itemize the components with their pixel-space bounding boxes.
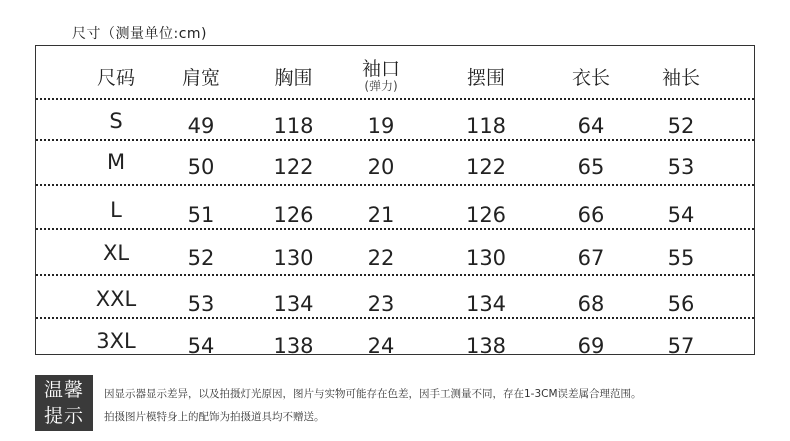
table-header-row [36, 50, 754, 102]
cell-hem: 118 [465, 113, 507, 138]
cell-shoulder: 50 [187, 154, 215, 179]
cell-hem: 138 [465, 333, 507, 358]
row-divider [36, 184, 754, 186]
cell-size: M [106, 149, 126, 174]
cell-size: L [110, 197, 122, 222]
cell-length: 65 [577, 154, 605, 179]
cell-length: 69 [577, 333, 605, 358]
header-cuff-note: (弹力) [364, 78, 398, 93]
table-row [36, 277, 754, 320]
table-row [36, 188, 754, 231]
cell-size: XXL [95, 286, 137, 311]
cell-chest: 134 [273, 291, 314, 316]
cell-size: 3XL [96, 328, 136, 353]
table-row [36, 140, 754, 183]
measurement-unit-title: 尺寸（测量单位:cm) [72, 26, 208, 42]
cell-cuff: 22 [367, 245, 395, 270]
cell-length: 68 [577, 291, 605, 316]
notice-badge-line2: 提示 [43, 405, 84, 427]
notice-badge [35, 375, 93, 431]
notice-badge-line1: 温馨 [43, 379, 84, 401]
cell-size: XL [102, 240, 130, 265]
cell-chest: 118 [273, 113, 314, 138]
cell-chest: 138 [273, 333, 314, 358]
cell-size: S [109, 108, 123, 133]
cell-length: 66 [577, 202, 605, 227]
header-cuff [341, 50, 421, 102]
cell-shoulder: 54 [187, 333, 215, 358]
cell-cuff: 19 [367, 113, 395, 138]
cell-shoulder: 49 [187, 113, 215, 138]
header-size: 尺码 [96, 66, 135, 89]
header-length: 衣长 [571, 66, 610, 89]
cell-cuff: 24 [367, 333, 395, 358]
header-cuff-label: 袖口 [361, 57, 400, 80]
cell-sleeve: 57 [667, 333, 695, 358]
cell-chest: 126 [273, 202, 314, 227]
table-row [36, 99, 754, 142]
cell-hem: 122 [465, 154, 507, 179]
cell-shoulder: 53 [187, 291, 215, 316]
notice-text-color-difference: 因显示器显示差异，以及拍摄灯光原因，图片与实物可能存在色差，因手工测量不同，存在1-3CM误差属合理范围。 [104, 388, 642, 400]
row-divider [36, 228, 754, 230]
cell-shoulder: 51 [187, 202, 215, 227]
cell-chest: 130 [273, 245, 314, 270]
cell-sleeve: 52 [667, 113, 695, 138]
cell-length: 64 [577, 113, 605, 138]
table-row [36, 319, 754, 362]
cell-sleeve: 56 [667, 291, 695, 316]
cell-hem: 126 [465, 202, 507, 227]
cell-shoulder: 52 [187, 245, 215, 270]
header-shoulder: 肩宽 [181, 66, 220, 89]
header-chest: 胸围 [274, 66, 313, 89]
cell-hem: 134 [465, 291, 507, 316]
cell-cuff: 21 [367, 202, 395, 227]
cell-sleeve: 55 [667, 245, 695, 270]
cell-cuff: 23 [367, 291, 395, 316]
cell-chest: 122 [273, 154, 314, 179]
cell-hem: 130 [465, 245, 507, 270]
header-hem: 摆围 [466, 66, 505, 89]
header-sleeve: 袖长 [661, 66, 700, 89]
row-divider [36, 274, 754, 276]
cell-cuff: 20 [367, 154, 395, 179]
table-row [36, 231, 754, 274]
cell-sleeve: 53 [667, 154, 695, 179]
cell-length: 67 [577, 245, 605, 270]
notice-text-accessories: 拍摄图片模特身上的配饰为拍摄道具均不赠送。 [104, 411, 325, 423]
cell-sleeve: 54 [667, 202, 695, 227]
size-table [35, 45, 755, 358]
